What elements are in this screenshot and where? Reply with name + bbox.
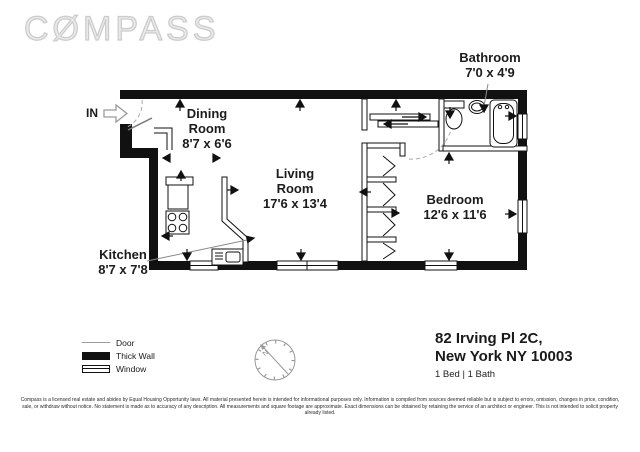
stove-icon: [166, 211, 189, 234]
wall-top: [120, 90, 527, 99]
bathtub-icon: [490, 100, 517, 147]
wall-jog: [400, 143, 405, 156]
room-dims: 7'0 x 4'9: [465, 65, 515, 80]
closet-shelf-3: [367, 237, 396, 242]
room-dims: 12'6 x 11'6: [423, 207, 487, 222]
room-label-dining: [152, 106, 262, 151]
address-line1: 82 Irving Pl 2C,: [435, 330, 543, 347]
compass-logo: CØMPASS: [24, 10, 220, 48]
closet-shelf-1: [367, 177, 396, 182]
toilet-icon: [444, 101, 464, 129]
compass-rose-icon: [255, 340, 295, 380]
room-name: Kitchen: [99, 247, 147, 262]
window-swatch-icon: [82, 365, 110, 373]
wall-closet-west: [362, 143, 367, 261]
room-label-bathroom: [440, 50, 540, 80]
room-label-kitchen: [73, 247, 173, 277]
kitchen-pointer-arrowhead: [247, 236, 255, 242]
wall-bathroom-west: [439, 99, 444, 151]
legend-row-window: [82, 364, 155, 373]
room-dims: 8'7 x 6'6: [182, 136, 232, 151]
address-line2: New York NY 10003: [435, 348, 573, 365]
entry-in-arrow-icon: [104, 105, 127, 122]
wall-bedroom-north: [367, 143, 405, 148]
room-dims: 8'7 x 7'8: [98, 262, 148, 277]
compass-north-label: N: [261, 349, 271, 358]
room-dims: 17'6 x 13'4: [262, 196, 328, 211]
kitchen-counter: [168, 185, 188, 209]
wall-hall-stub: [362, 99, 367, 130]
wall-left-upper: [120, 124, 132, 149]
entry-in-label: IN: [86, 106, 98, 120]
door-swatch-icon: [82, 342, 110, 343]
room-name: Bathroom: [459, 50, 521, 65]
legend: [82, 338, 155, 377]
room-label-living: [240, 166, 350, 211]
room-name: Living Room: [275, 166, 315, 196]
legend-row-door: [82, 338, 155, 347]
legend-label: Window: [116, 363, 147, 374]
listing-address: [435, 330, 573, 380]
room-label-bedroom: [395, 192, 515, 222]
thick-wall-swatch-icon: [82, 352, 110, 360]
legend-row-thick-wall: [82, 351, 155, 360]
legend-label: Thick Wall: [116, 350, 155, 361]
room-name: Dining Room: [186, 106, 228, 136]
legend-label: Door: [116, 337, 135, 348]
beds-baths: 1 Bed | 1 Bath: [435, 369, 496, 380]
disclaimer-text: Compass is a licensed real estate and abides by Equal Housing Opportunity laws. All material presented herein is intended for informational purposes only. Information is compiled from sources deemed reliable but is subject to errors, omission, changes in price, condition, sale, or withdraw without notice. No statement is made as to accuracy of any description. All measurements and square footage are approximate. Exact dimensions can be obtained by retaining the service of an architect or engineer. This is not intended to solicit property already listed.: [20, 397, 620, 416]
bathroom-door-swing-arc: [409, 126, 452, 159]
room-name: Bedroom: [426, 192, 484, 207]
kitchen-sink-icon: [212, 249, 243, 265]
